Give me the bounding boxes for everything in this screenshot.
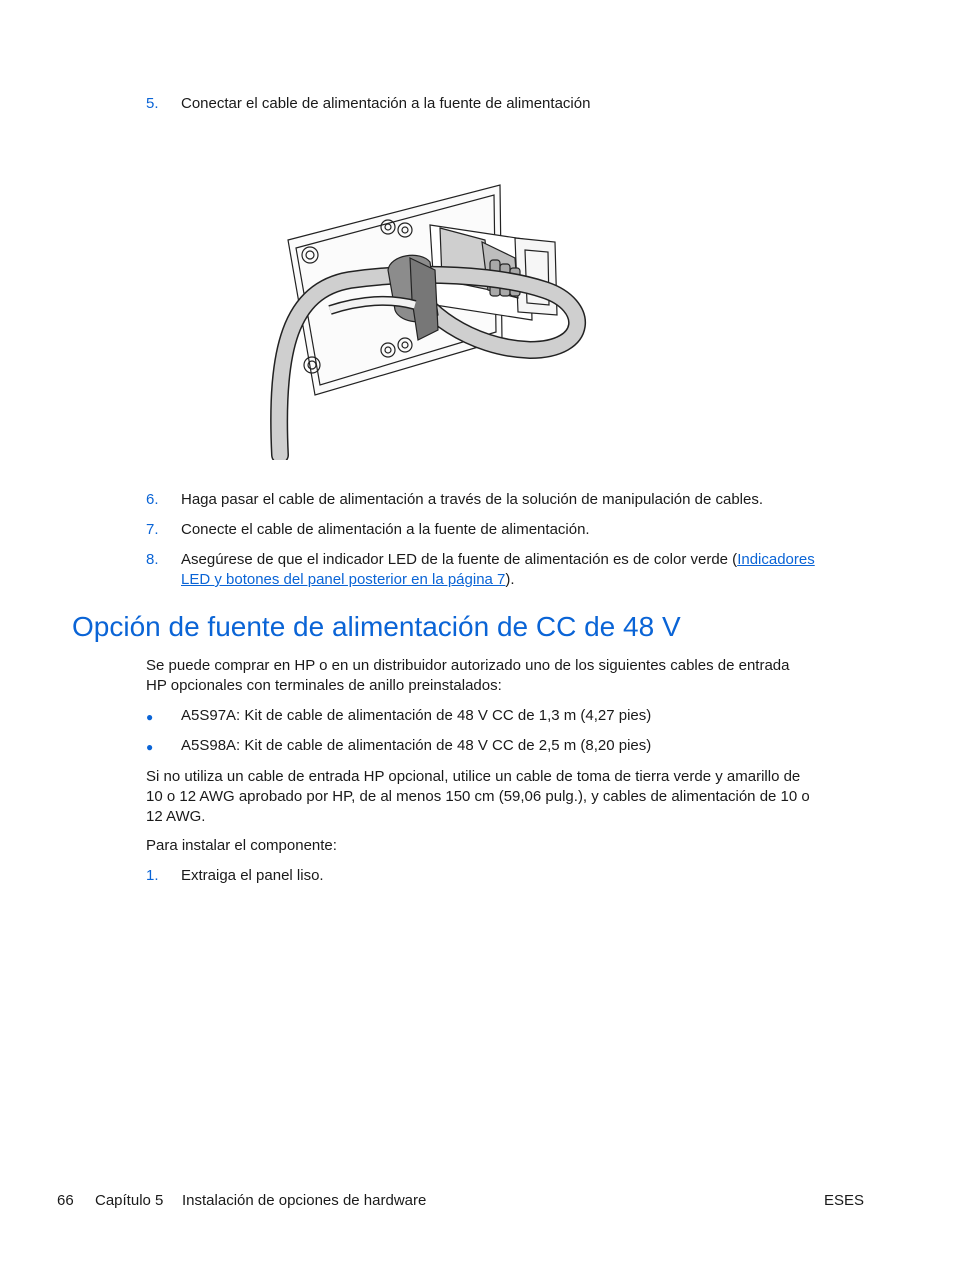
footer-locale: ESES	[824, 1192, 865, 1209]
step-number: 5.	[146, 95, 159, 112]
footer-chapter-title: Instalación de opciones de hardware	[182, 1192, 427, 1209]
step-text: Conectar el cable de alimentación a la fuente de alimentación	[181, 95, 591, 112]
step-text: Extraiga el panel liso.	[181, 867, 324, 884]
install-intro: Para instalar el componente:	[146, 837, 337, 854]
step-text-before-link: Asegúrese de que el indicador LED de la fuente de alimentación es de color verde (	[181, 551, 738, 568]
step-number: 7.	[146, 521, 159, 538]
step-text: Conecte el cable de alimentación a la fuente de alimentación.	[181, 521, 590, 538]
bullet-icon: ●	[146, 740, 154, 754]
bullet-icon: ●	[146, 710, 154, 724]
step-number: 1.	[146, 867, 159, 884]
cable-requirements-paragraph: Si no utiliza un cable de entrada HP opcional, utilice un cable de toma de tierra verde y amarillo de 10 o 12 AWG aprobado por HP, de al menos 150 cm (59,06 pulg.), y cables de alimentación de 10 o 12 AWG.	[146, 768, 810, 825]
cross-reference-link[interactable]: Indicadores LED y botones del panel posterior en la página 7	[181, 551, 815, 588]
step-text-after-link: ).	[505, 571, 515, 588]
step-number: 6.	[146, 491, 159, 508]
bullet-item: A5S98A: Kit de cable de alimentación de 48 V CC de 2,5 m (8,20 pies)	[181, 737, 652, 754]
power-cable-illustration	[270, 180, 600, 460]
section-heading: Opción de fuente de alimentación de CC de 48 V	[72, 611, 681, 642]
step-text	[181, 550, 871, 590]
bullet-item: A5S97A: Kit de cable de alimentación de 48 V CC de 1,3 m (4,27 pies)	[181, 707, 652, 724]
intro-paragraph: Se puede comprar en HP o en un distribuidor autorizado uno de los siguientes cables de entrada HP opcionales con terminales de anillo preinstalados:	[146, 657, 790, 694]
step-text: Haga pasar el cable de alimentación a través de la solución de manipulación de cables.	[181, 491, 764, 508]
footer-chapter: Capítulo 5	[95, 1192, 164, 1209]
step-number: 8.	[146, 551, 159, 568]
page-number: 66	[57, 1192, 74, 1209]
